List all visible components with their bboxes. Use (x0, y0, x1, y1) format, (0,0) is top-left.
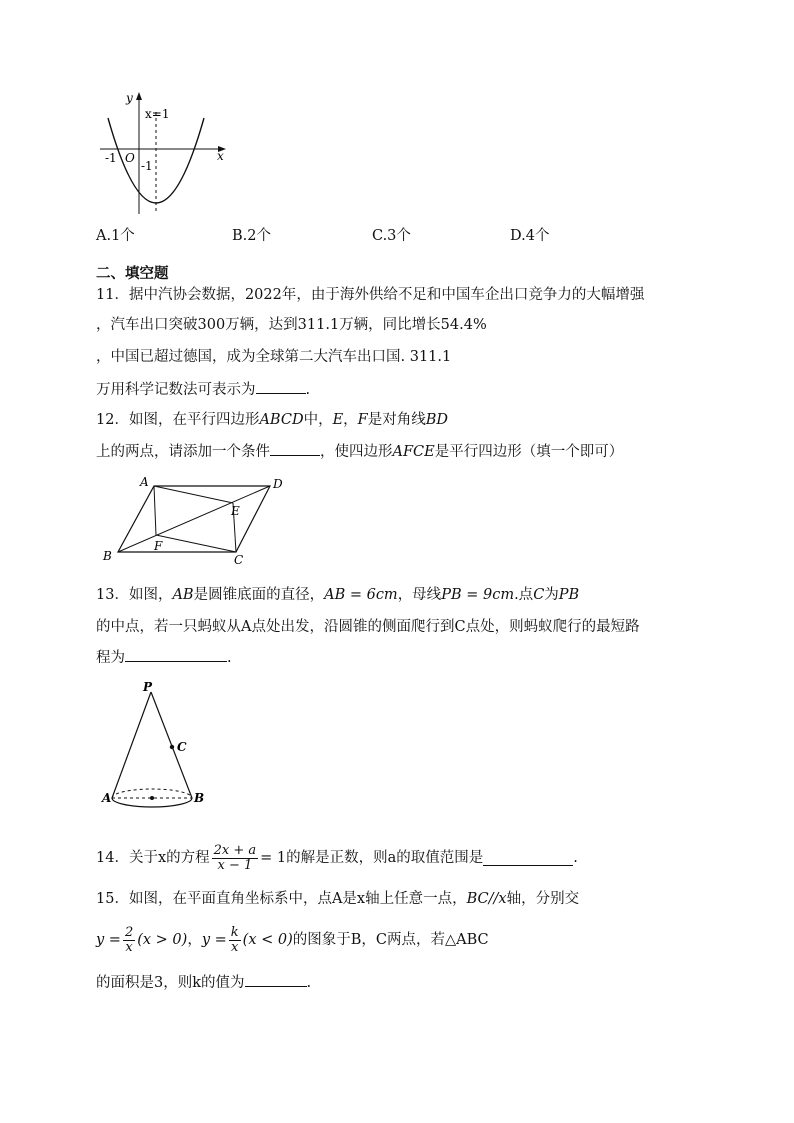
q13-line2: 的中点，若一只蚂蚁从A点处出发，沿圆锥的侧面爬行到C点处，则蚂蚁爬行的最短路 (96, 619, 640, 635)
q11-line3: ，中国已超过德国，成为全球第二大汽车出口国. 311.1 (96, 349, 452, 365)
parabola-graph (96, 88, 236, 220)
section-title: 二、填空题 (96, 266, 169, 282)
q13-line3 (96, 647, 232, 668)
q15-sep: ， (187, 932, 202, 948)
q15-f2-y: y = (201, 932, 227, 948)
y-axis-arrow (136, 92, 142, 100)
q12-abcd: ABCD (259, 412, 304, 428)
q14-pre: 14．关于x的方程 (96, 850, 210, 866)
q12-line1-post: 是对角线 (367, 412, 426, 428)
diagonal-bd (118, 486, 270, 552)
q15-f1-numerator: 2 (124, 924, 134, 940)
q13-line1-b: ，母线 (397, 587, 442, 603)
q15-line3-pre: 的面积是3，则k的值为 (96, 975, 245, 991)
q14-numerator: 2x + a (213, 842, 257, 858)
q12-line1-mid: 中， (303, 412, 333, 428)
q14-mid: 的解是正数，则a的取值范围是 (286, 850, 484, 866)
label-f: F (154, 539, 163, 553)
base-center-dot (150, 796, 154, 800)
q15-line2-post: 的图象于B，C两点，若△ABC (292, 932, 489, 948)
q11-line4 (96, 379, 310, 400)
q14-answer-blank[interactable] (483, 851, 573, 866)
q11-line1: 11．据中汽协会数据，2022年，由于海外供给不足和中国车企出口竞争力的大幅增强 (96, 287, 645, 303)
q15-line3-post: . (306, 975, 312, 991)
q12-line1-pre: 12．如图，在平行四边形 (96, 412, 260, 428)
q15-line1 (96, 889, 579, 909)
label-p: P (143, 680, 153, 694)
q13-line1-pre: 13．如图， (96, 587, 173, 603)
q13-line3-pre: 程为 (96, 650, 125, 666)
q13-pb: PB (558, 587, 580, 603)
q12-line2 (96, 441, 623, 462)
q15-f2-condition: (x < 0) (242, 932, 293, 948)
label-e: E (231, 504, 240, 518)
q14-denominator: x − 1 (217, 857, 253, 873)
q12-f: F (357, 412, 368, 428)
origin-label: O (125, 151, 135, 165)
label-a: A (140, 475, 149, 489)
q13-line3-post: . (227, 650, 232, 666)
q12-comma: ， (343, 412, 358, 428)
symmetry-axis-label: x=1 (145, 107, 170, 121)
q15-line3 (96, 972, 311, 993)
q15-f2-fraction (229, 926, 241, 955)
label-b: B (103, 549, 112, 563)
q13-answer-blank[interactable] (125, 647, 227, 662)
label-b: B (194, 791, 205, 805)
q14-eq: = 1 (260, 850, 287, 866)
segment-fc (156, 535, 236, 552)
q14-fraction (212, 844, 259, 873)
q13-pb-eq: PB = 9cm (441, 587, 515, 603)
label-a: A (102, 791, 112, 805)
q13-ab: AB (172, 587, 194, 603)
label-c: C (177, 740, 187, 754)
choice-d: D.4个 (510, 228, 550, 244)
q12-line2-mid: ，使四边形 (320, 444, 393, 460)
cone-figure (96, 680, 216, 810)
q15-f2-denominator: x (231, 939, 239, 955)
label-c: C (234, 553, 244, 567)
q14-line (96, 838, 578, 878)
q13-line1-d: 为 (544, 587, 559, 603)
q15-line1-post: 轴，分别交 (506, 891, 580, 907)
segment-ae (154, 486, 233, 503)
q12-afce: AFCE (392, 444, 435, 460)
q15-f2-numerator: k (230, 924, 239, 940)
q12-answer-blank[interactable] (270, 441, 320, 456)
choice-c: C.3个 (372, 228, 411, 244)
q13-line1 (96, 585, 579, 605)
x-axis-label: x (217, 149, 224, 163)
label-d: D (273, 477, 283, 491)
minus-one-x-label: -1 (105, 151, 117, 165)
q15-f1-denominator: x (125, 939, 133, 955)
segment-af (154, 486, 156, 535)
q15-f1-condition: (x > 0) (137, 932, 188, 948)
q13-ab-eq: AB = 6cm (324, 587, 398, 603)
choice-b: B.2个 (232, 228, 271, 244)
q11-answer-blank[interactable] (256, 379, 306, 394)
choice-a: A.1个 (96, 228, 135, 244)
parallelogram-figure (96, 472, 296, 572)
q15-f1-y: y = (96, 932, 121, 948)
q13-line1-c: .点 (514, 587, 534, 603)
q13-line1-a: 是圆锥底面的直径， (193, 587, 325, 603)
q15-bc-parallel: BC//x (466, 891, 507, 907)
q12-bd: BD (425, 412, 449, 428)
point-c-dot (170, 745, 174, 749)
q11-line4-post: . (305, 382, 311, 398)
q13-c: C (533, 587, 545, 603)
q12-line1 (96, 410, 448, 430)
q14-post: . (573, 850, 578, 866)
q11-line4-pre: 万用科学记数法可表示为 (96, 382, 256, 398)
q15-answer-blank[interactable] (245, 972, 307, 987)
q12-line2-pre: 上的两点，请添加一个条件 (96, 444, 270, 460)
q15-f1-fraction (123, 926, 135, 955)
y-axis-label: y (126, 91, 133, 105)
minus-one-y-label: -1 (141, 159, 153, 173)
cone-left-slant (112, 692, 151, 798)
q12-line2-post: 是平行四边形（填一个即可） (434, 444, 624, 460)
q11-line2: ，汽车出口突破300万辆，达到311.1万辆，同比增长54.4% (96, 317, 487, 333)
q15-line1-text: 15．如图，在平面直角坐标系中，点A是x轴上任意一点， (96, 891, 467, 907)
q12-e: E (332, 412, 344, 428)
q15-line2 (96, 920, 489, 960)
